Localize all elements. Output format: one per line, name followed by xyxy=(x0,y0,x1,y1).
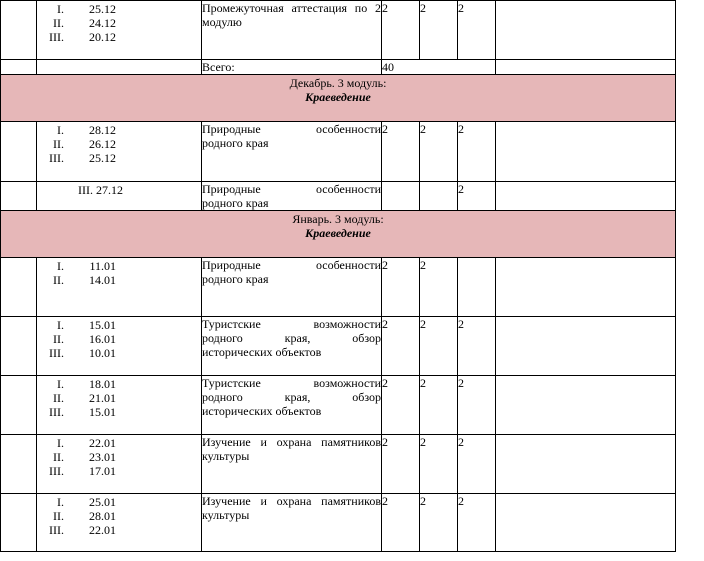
topic-cell xyxy=(202,1,382,60)
date-value: 16.01 xyxy=(89,332,116,346)
date-item xyxy=(37,346,201,360)
total-row xyxy=(1,60,676,75)
date-value: 21.01 xyxy=(89,391,116,405)
date-value: 14.01 xyxy=(89,273,116,287)
date-item xyxy=(37,30,201,44)
topic-text: родного края, обзор xyxy=(202,331,381,345)
hours-cell-2: 2 xyxy=(420,258,458,317)
topic-text: Туристские возможности xyxy=(202,317,381,331)
notes-cell xyxy=(496,317,676,376)
date-value: 25.12 xyxy=(89,2,116,16)
hours-cell-3 xyxy=(458,258,496,317)
row-marker-cell xyxy=(1,376,37,435)
date-item xyxy=(37,464,201,478)
date-value: 17.01 xyxy=(89,464,116,478)
hours-cell-1: 2 xyxy=(382,435,420,494)
topic-text: Природные особенности xyxy=(202,182,381,196)
date-item xyxy=(37,391,201,405)
hours-cell-3: 2 xyxy=(458,1,496,60)
group-numeral: I. xyxy=(57,495,64,509)
date-value: 18.01 xyxy=(89,377,116,391)
topic-text: Изучение и охрана памятников xyxy=(202,435,381,449)
hours-cell-1 xyxy=(382,182,420,211)
dates-cell xyxy=(37,122,202,182)
table-cell xyxy=(1,60,37,75)
dates-cell xyxy=(37,1,202,60)
date-value: 22.01 xyxy=(89,523,116,537)
hours-cell-3: 2 xyxy=(458,435,496,494)
date-item xyxy=(37,318,201,332)
section-header-row xyxy=(1,75,676,122)
dates-cell xyxy=(37,258,202,317)
hours-cell-3: 2 xyxy=(458,317,496,376)
table-row xyxy=(1,182,676,211)
section-subtitle: Краеведение xyxy=(305,90,371,104)
topic-text: родного края xyxy=(202,136,269,150)
group-numeral: II. xyxy=(53,16,64,30)
date-item xyxy=(37,436,201,450)
topic-text: Туристские возможности xyxy=(202,376,381,390)
group-numeral: II. xyxy=(53,332,64,346)
topic-text: культуры xyxy=(202,449,250,463)
topic-cell xyxy=(202,122,382,182)
notes-cell xyxy=(496,182,676,211)
date-value: 26.12 xyxy=(89,137,116,151)
topic-text: Промежуточная аттестация по 2 xyxy=(202,1,381,15)
date-value: 22.01 xyxy=(89,436,116,450)
topic-text: Природные особенности xyxy=(202,122,381,136)
date-list xyxy=(37,1,201,44)
date-value: 23.01 xyxy=(89,450,116,464)
date-item xyxy=(37,259,201,273)
date-value: 11.01 xyxy=(89,259,116,273)
notes-cell xyxy=(496,435,676,494)
row-marker-cell xyxy=(1,182,37,211)
table-row xyxy=(1,1,676,60)
date-item xyxy=(37,523,201,537)
date-item xyxy=(37,123,201,137)
date-item xyxy=(37,405,201,419)
group-numeral: I. xyxy=(57,123,64,137)
section-header-row xyxy=(1,211,676,258)
group-numeral: III. xyxy=(49,151,64,165)
table-row xyxy=(1,376,676,435)
topic-text: культуры xyxy=(202,508,250,522)
group-numeral: I. xyxy=(57,436,64,450)
hours-cell-1: 2 xyxy=(382,122,420,182)
date-list xyxy=(37,376,201,419)
group-numeral: III. xyxy=(49,464,64,478)
group-numeral: II. xyxy=(53,450,64,464)
table-row xyxy=(1,435,676,494)
hours-cell-2: 2 xyxy=(420,494,458,552)
dates-cell xyxy=(37,182,202,211)
date-item xyxy=(37,273,201,287)
date-item xyxy=(37,450,201,464)
group-numeral: I. xyxy=(57,2,64,16)
hours-cell-2: 2 xyxy=(420,1,458,60)
row-marker-cell xyxy=(1,258,37,317)
hours-cell-2: 2 xyxy=(420,122,458,182)
group-numeral: I. xyxy=(57,377,64,391)
date-value: III. 27.12 xyxy=(78,183,123,197)
hours-cell-1: 2 xyxy=(382,376,420,435)
topic-text: родного края, обзор xyxy=(202,390,381,404)
topic-cell xyxy=(202,182,382,211)
hours-cell-3: 2 xyxy=(458,182,496,211)
group-numeral: II. xyxy=(53,391,64,405)
date-value: 28.12 xyxy=(89,123,116,137)
row-marker-cell xyxy=(1,317,37,376)
hours-cell-1: 2 xyxy=(382,317,420,376)
topic-cell xyxy=(202,317,382,376)
notes-cell xyxy=(496,122,676,182)
dates-cell xyxy=(37,494,202,552)
date-item xyxy=(37,495,201,509)
total-label: Всего: xyxy=(202,60,382,75)
row-marker-cell xyxy=(1,122,37,182)
date-item xyxy=(37,137,201,151)
section-subtitle: Краеведение xyxy=(305,226,371,240)
notes-cell xyxy=(496,376,676,435)
group-numeral: II. xyxy=(53,273,64,287)
date-item xyxy=(37,509,201,523)
date-value: 28.01 xyxy=(89,509,116,523)
date-list xyxy=(37,122,201,165)
row-marker-cell xyxy=(1,1,37,60)
date-value: 25.12 xyxy=(89,151,116,165)
notes-cell xyxy=(496,494,676,552)
total-value: 40 xyxy=(382,60,496,75)
date-item xyxy=(37,377,201,391)
notes-cell xyxy=(496,258,676,317)
date-value: 24.12 xyxy=(89,16,116,30)
group-numeral: II. xyxy=(53,137,64,151)
date-item xyxy=(37,2,201,16)
group-numeral: II. xyxy=(53,509,64,523)
table-cell xyxy=(496,60,676,75)
topic-text: модулю xyxy=(202,15,242,29)
topic-text: исторических объектов xyxy=(202,345,322,359)
table-row xyxy=(1,494,676,552)
topic-cell xyxy=(202,376,382,435)
dates-cell xyxy=(37,317,202,376)
topic-text: родного края xyxy=(202,272,269,286)
date-value: 15.01 xyxy=(89,405,116,419)
date-value: 20.12 xyxy=(89,30,116,44)
topic-cell xyxy=(202,435,382,494)
hours-cell-2: 2 xyxy=(420,317,458,376)
hours-cell-2: 2 xyxy=(420,435,458,494)
hours-cell-2 xyxy=(420,182,458,211)
group-numeral: III. xyxy=(49,405,64,419)
group-numeral: III. xyxy=(49,346,64,360)
hours-cell-3: 2 xyxy=(458,494,496,552)
section-header-cell xyxy=(1,211,676,258)
table-cell xyxy=(37,60,202,75)
group-numeral: III. xyxy=(49,523,64,537)
table-row xyxy=(1,122,676,182)
topic-cell xyxy=(202,494,382,552)
date-list xyxy=(37,258,201,287)
topic-text: Природные особенности xyxy=(202,258,381,272)
schedule-body xyxy=(1,1,676,552)
hours-cell-1: 2 xyxy=(382,258,420,317)
table-row xyxy=(1,258,676,317)
date-item xyxy=(37,16,201,30)
row-marker-cell xyxy=(1,435,37,494)
hours-cell-1: 2 xyxy=(382,494,420,552)
date-item xyxy=(37,332,201,346)
date-list xyxy=(37,494,201,537)
dates-cell xyxy=(37,376,202,435)
topic-text: Изучение и охрана памятников xyxy=(202,494,381,508)
date-value: 25.01 xyxy=(89,495,116,509)
hours-cell-3: 2 xyxy=(458,376,496,435)
section-title: Январь. 3 модуль: xyxy=(292,212,384,226)
date-value: 15.01 xyxy=(89,318,116,332)
date-item xyxy=(37,151,201,165)
date-list xyxy=(37,435,201,478)
hours-cell-3: 2 xyxy=(458,122,496,182)
row-marker-cell xyxy=(1,494,37,552)
topic-text: родного края xyxy=(202,196,269,210)
topic-cell xyxy=(202,258,382,317)
section-title: Декабрь. 3 модуль: xyxy=(289,76,387,90)
dates-cell xyxy=(37,435,202,494)
date-list xyxy=(37,317,201,360)
table-row xyxy=(1,317,676,376)
group-numeral: III. xyxy=(49,30,64,44)
notes-cell xyxy=(496,1,676,60)
date-value: 10.01 xyxy=(89,346,116,360)
hours-cell-1: 2 xyxy=(382,1,420,60)
topic-text: исторических объектов xyxy=(202,404,322,418)
hours-cell-2: 2 xyxy=(420,376,458,435)
group-numeral: I. xyxy=(57,318,64,332)
section-header-cell xyxy=(1,75,676,122)
group-numeral: I. xyxy=(57,259,64,273)
